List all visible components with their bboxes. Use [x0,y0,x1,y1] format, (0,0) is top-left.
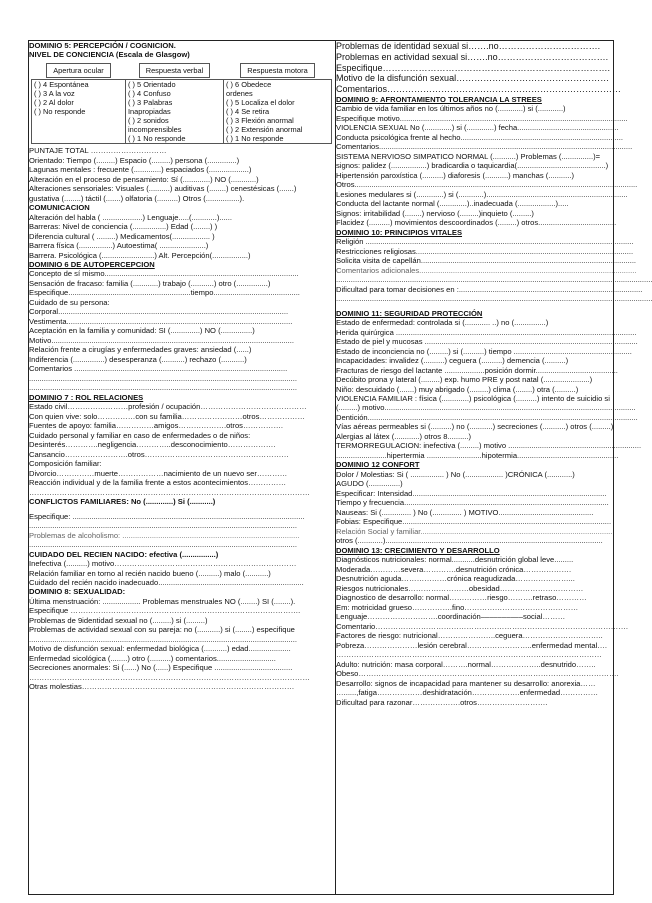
section-heading: DOMINIO 9: AFRONTAMIENTO TOLERANCIA LA STREES [336,94,542,104]
form-line: ............................................................................................................................... [29,540,297,550]
form-line: Comentarios........................................................................................................................ [336,142,633,152]
form-line: Barreras: Nivel de conciencia (................) Edad (........) ) [29,222,218,232]
form-line: Concepto de sí mismo............................................................................................ [29,269,299,279]
section-heading: Comentarios…………………………………………………………………… [336,84,622,95]
form-line: Alergias al látex (............) otros 8..........) [336,431,472,441]
form-line: PUNTAJE TOTAL ………………………… [29,146,167,156]
form-line: Otras molestias………………………………………………………………………… [29,682,295,692]
glasgow-header-motor: Respuesta motora [224,63,332,80]
form-line: Especifique: .............................................................................................................. [29,511,305,521]
form-line: Relación familiar en torno al recién nacido bueno (..........) malo (...........) [29,568,271,578]
form-line: Enfermedad sicológica (........) otro (..........) comentarios............................ [29,653,276,663]
form-line: Vestimenta........................................................................................................... [29,316,293,326]
glasgow-motor-options [224,79,332,143]
right-column [336,41,652,894]
form-line: ............................................................................................................................... [29,383,297,393]
left-column [29,41,336,894]
form-line: ........................hipertermia ..........................hipotermia................................................ [336,450,619,460]
form-line: Factores de riesgo: nutricional…………………..ceguera………………………….. [336,631,603,641]
form-line: Dificultad para tomar decisiones en :....................................................................................... [336,284,643,294]
form-line: ...................................................................................................................................................... [336,294,652,304]
form-line: Vías aéreas permeables si (..........) no (...........) secreciones (...........) otros (.........) [336,422,614,432]
form-line: Estado de enfermedad: controlada si (............ ..) no (...............) [336,318,549,328]
glasgow-option: ( ) 3 Palabras [128,98,173,108]
form-line: Especifique ………………………………………………………………………………. [29,606,301,616]
glasgow-option: ( ) 5 Localiza el dolor [226,98,295,108]
glasgow-option: ( ) 5 Orientado [128,79,176,89]
form-line: Relación Social y familiar........................................................................................... [336,526,613,536]
form-line: Tiempo y frecuencia................................................................................................. [336,498,609,508]
form-line: Última menstruación: .................. Problemas menstruales NO (........) SI (........). [29,596,296,606]
form-line: Comentarios adicionales....................................................................................................... [336,265,637,275]
form-line: Dolor / Molestias: Si ( ................ ) No (.................. )CRÓNICA (............) [336,469,575,479]
section-heading: DOMINIO 8: SEXUALIDAD: [29,587,126,597]
form-line: (.........) motivo....................................................................................................................... [336,403,636,413]
form-line: Comentarios ..................................................................................................... [29,364,288,374]
form-line: Fuentes de apoyo: familia……………amigos……………….otros……………. [29,421,284,431]
form-line: Relación frente a cirugías y enfermedades graves: ansiedad (......) [29,345,252,355]
section-heading: Especifique…………………………………………………………………. [336,62,611,73]
form-line: Signos: irritabilidad (........) nervioso (.........)inquieto (.........) [336,208,534,218]
form-line: Desnutrición aguda………………crónica reagudizada…………………... [336,574,575,584]
form-line: Problemas de alcoholismo: .................................................................................... [29,530,300,540]
left-form-lines [29,146,335,692]
section-heading: DOMINIO 11: SEGURIDAD PROTECCIÓN [336,308,483,318]
form-line: Conducta psicológica frente al hecho............................................................................. [336,132,623,142]
form-line: ............................................................................................................................... [29,373,297,383]
section-heading: CUIDADO DEL RECIEN NACIDO: efectiva (................) [29,549,219,559]
section-heading: DOMINIO 13: CRECIMIENTO Y DESARROLLO [336,545,500,555]
form-line: Herida quirúrgica .................................................................................................................. [336,327,637,337]
glasgow-ocular-options [32,79,126,143]
form-line: Alteración del habla ( ...................) Lenguaje.....(............)...... [29,212,233,222]
form-line: Adulto: nutrición: masa corporal……….normal………………..desnutrido…….. [336,659,596,669]
form-line: Barrera. Psicológica (.........................) Alt. Percepción(.................) [29,250,251,260]
form-line: Solicita visita de capellán...................................................................................................... [336,256,637,266]
form-line: Desarrollo: signos de incapacidad para mantener su desarrollo: anorexia…… [336,678,596,688]
form-line: Estado de piel y mucosas ..................................................................................................... [336,337,638,347]
glasgow-table [31,63,332,144]
form-line: VIOLENCIA SEXUAL No (.............) si (.............) fecha................................................ [336,123,619,133]
section-heading: Problemas en actividad sexual si…….no………………………………. [336,51,609,62]
form-line: Problemas de 9identidad sexual no (.........) si (.........) [29,615,208,625]
form-line: Con quien vive: solo……………con su familia……………………otros……………… [29,411,305,421]
form-frame [28,40,652,895]
form-line: Comentario………………………………………………………………………………………. [336,621,628,631]
form-line: VIOLENCIA FAMILIAR : física (.............) psicológica (..........) intento de suicidio si [336,394,610,403]
form-line: …………………………………………………………………………………………… [336,650,602,660]
form-line: otros (............)....................................................................................................... [336,536,603,546]
form-line: …......,fatiga………………deshidratación……………….enfermedad…………… [336,688,599,698]
form-line: Estado civil……………………profesión / ocupación…………………………………… [29,402,307,412]
glasgow-option: ( ) No responde [34,107,86,117]
form-line: Alteración en el proceso de pensamiento: Sí (.............) NO (............) [29,174,259,184]
form-line: Lesiones medulares si (.............) si (............)................................................................... [336,189,628,199]
form-line: Alteraciones sensoriales: Visuales (..........) auditivas (........) cenestésicas (.......) [29,184,297,194]
form-line: Problemas de actividad sexual con su pareja: no (...........) si (........) especifique [29,625,295,635]
form-line: Divorcio……………muerte………………nacimiento de un nuevo ser………… [29,468,288,478]
form-line: Sensación de fracaso: familia (............) trabajo (...........) otro (...............) [29,278,271,288]
form-line: Diagnostico de desarrollo: normal……………riesgo……….retraso………… [336,593,587,603]
form-line: SISTEMA NERVIOSO SIMPATICO NORMAL (...........) Problemas (...............)= [336,151,601,161]
form-line: Estado de inconciencia no (.........) si (..........) tiempo ........................................................ [336,346,632,356]
form-line: AGUDO (...............) [336,479,403,489]
form-line: Cuidado del recién nacido inadecuado..................................................................... [29,577,304,587]
form-line: TERMORREGULACION: inefectiva (.........) motivo ............................................................... [336,441,642,451]
glasgow-verbal-options [126,79,224,143]
form-line: Dentición................................................................................................................................ [336,412,638,422]
form-line: Composición familiar: [29,459,102,469]
form-line: Motivo................................................................................................................... [29,335,294,345]
form-line: Desinterés………….negligencia…………..desconocimiento………………. [29,440,276,450]
form-line: Lagunas mentales : frecuente (.............) espaciados (...................) [29,165,252,175]
glasgow-option: ( ) 1 No responde [226,134,284,144]
form-line: Especifique motivo............................................................................................................ [336,113,628,123]
glasgow-option: ( ) 4 Se retira [226,107,270,117]
form-line: Diferencia cultural ( .........) Medicamentos(.................. ) [29,231,215,241]
form-line: Cuidado de su persona: [29,297,110,307]
form-line: Lenguaje……………………….coordinación––––––––––social……… [336,612,566,622]
form-line: Hipertensión paroxística (..........) diaforesis (...........) manchas (...........) [336,170,575,180]
form-line: Orientado: Tiempo (.........) Espacio (.........) persona (..............) [29,155,240,165]
form-line: Otros...................................................................................................................................... [336,180,638,190]
form-line: Nauseas: Si (.............. ) No (.............. ) MOTIVO............................................. [336,507,594,517]
form-line: Reacción individual y de la familia frente a estos acontecimientos…………… [29,478,287,488]
section-heading: CONFLICTOS FAMILIARES: No (.............) Si (...........) [29,497,216,507]
form-line: Cambio de vida familiar en los últimos años no (............) si (............) [336,104,566,114]
form-line: Corporal............................................................................................................. [29,307,289,317]
form-line: Em: motricidad grueso…………….fino……………………………………… [336,602,579,612]
form-line: Flacidez (..........) movimientos descoordinados (.........) otros..................................... [336,218,617,228]
domain-5-title: DOMINIO 5: PERCEPCIÓN / COGNICION. [29,41,176,50]
form-line: Riesgos nutricionales……………………obesidad…………………………… [336,583,584,593]
glasgow-header-ocular: Apertura ocular [32,63,126,80]
form-line: Barrera física (................) Autoestima( ......................) [29,241,209,251]
form-line: Cansancio…………………….otros………………………………………………… [29,449,289,459]
form-line: Pobreza…………………lesión cerebral……………………..enfermedad mental…. [336,640,607,650]
form-line: Religión ............................................................................................................................... [336,237,634,247]
form-line: Moderada…………severa………….desnutrición crónica………………. [336,564,572,574]
form-line: Restricciones religiosas....................................................................................................... [336,246,634,256]
form-line: Dificultad para razonar……………….otros………………………. [336,697,548,707]
form-line: gustativa (........) táctil (.......) olfatoria (..........) Otros (................). [29,193,245,203]
glasgow-header-verbal: Respuesta verbal [126,63,224,80]
form-line: ………………………………………………………………………………………………… [29,487,310,497]
form-line: Aceptación en la familia y comunidad: SI (..............) NO (...............) [29,326,255,336]
glasgow-option: ( ) 6 Obedece [226,79,272,89]
section-heading: Motivo de la disfunción sexual…………………………………………… [336,73,610,84]
section-heading: DOMINIO 7 : ROL RELACIONES [29,392,144,402]
form-line: Fracturas de riesgo del lactante ...................posición dormir....................................... [336,365,618,375]
form-line: ………………………………………………………………………………………………… [29,672,310,682]
glasgow-option: ( ) 2 sonidos [128,116,169,126]
form-line: Inefectiva (..........) motivo……………………………………………………………… [29,559,297,569]
glasgow-option: ( ) 2 Al dolor [34,98,74,108]
glasgow-option: Inapropiadas [128,107,171,117]
consciousness-level-title: NIVEL DE CONCIENCIA (Escala de Glasgow) [29,50,190,60]
form-line: Secreciones anormales: Si (......) No (......) Especifique ..................................... [29,663,293,673]
glasgow-option: ( ) 2 Extensión anormal [226,125,303,135]
section-heading: DOMINIO 6 DE AUTOPERCEPCION [29,260,155,269]
glasgow-option: ( ) 4 Espontánea [34,79,89,89]
form-line: Conducta del lactante normal (.............)..inadecuada (..................)..... [336,199,569,209]
section-heading: COMUNICACION [29,203,90,213]
glasgow-option: ( ) 3 A la voz [34,89,75,98]
form-line: ...................................................................................................................................................... [336,275,652,285]
form-line: ............................................................................................................................... [29,521,297,531]
glasgow-option: ( ) 1 No responde [128,134,186,144]
form-line: Cuidado personal y familiar en caso de enfermedades o de niños: [29,430,251,440]
glasgow-option: incomprensibles [128,125,182,135]
form-line: Incapacidades: invalidez (..........) ceguera (..........) demencia (..........) [336,356,569,366]
form-line: Decúbito prona y lateral (.........) exp. humo PRE y post natal (......................) [336,375,593,385]
right-form-lines [336,41,652,707]
form-line: Indiferencia (...............) desesperanza (...........) rechazo (...........) [29,354,247,364]
section-heading: Problemas de identidad sexual si…….no……………………………. [336,41,601,51]
glasgow-option: ordenes [226,89,253,98]
form-line: signos: palidez (.................) bradicardia o taquicardia(..........................................) [336,161,609,171]
section-heading: DOMINIO 12 CONFORT [336,460,420,470]
form-line: ............................................................................................................................... [29,634,297,644]
form-line: Obeso…………………………………………………………………………………………. [336,669,619,679]
form-line: Niño: descuidado (.......) muy abrigado (.........) clima (........) otra (..........) [336,384,579,394]
glasgow-option: ( ) 3 Flexión anormal [226,116,294,126]
form-line: Diagnósticos nutricionales: normal...........desnutrición global leve......... [336,555,574,565]
glasgow-option: ( ) 4 Confuso [128,89,171,98]
section-heading: DOMINIO 10: PRINCIPIOS VITALES [336,227,463,237]
form-line: Fobias: Especifique................................................................................................... [336,517,612,527]
form-line: Especificar: Intensidad............................................................................................ [336,488,607,498]
form-line: Motivo de disfunción sexual: enfermedad biológica (...........) edad.................... [29,644,291,654]
form-line: Especifique..........................................................tiempo......................................... [29,288,300,298]
